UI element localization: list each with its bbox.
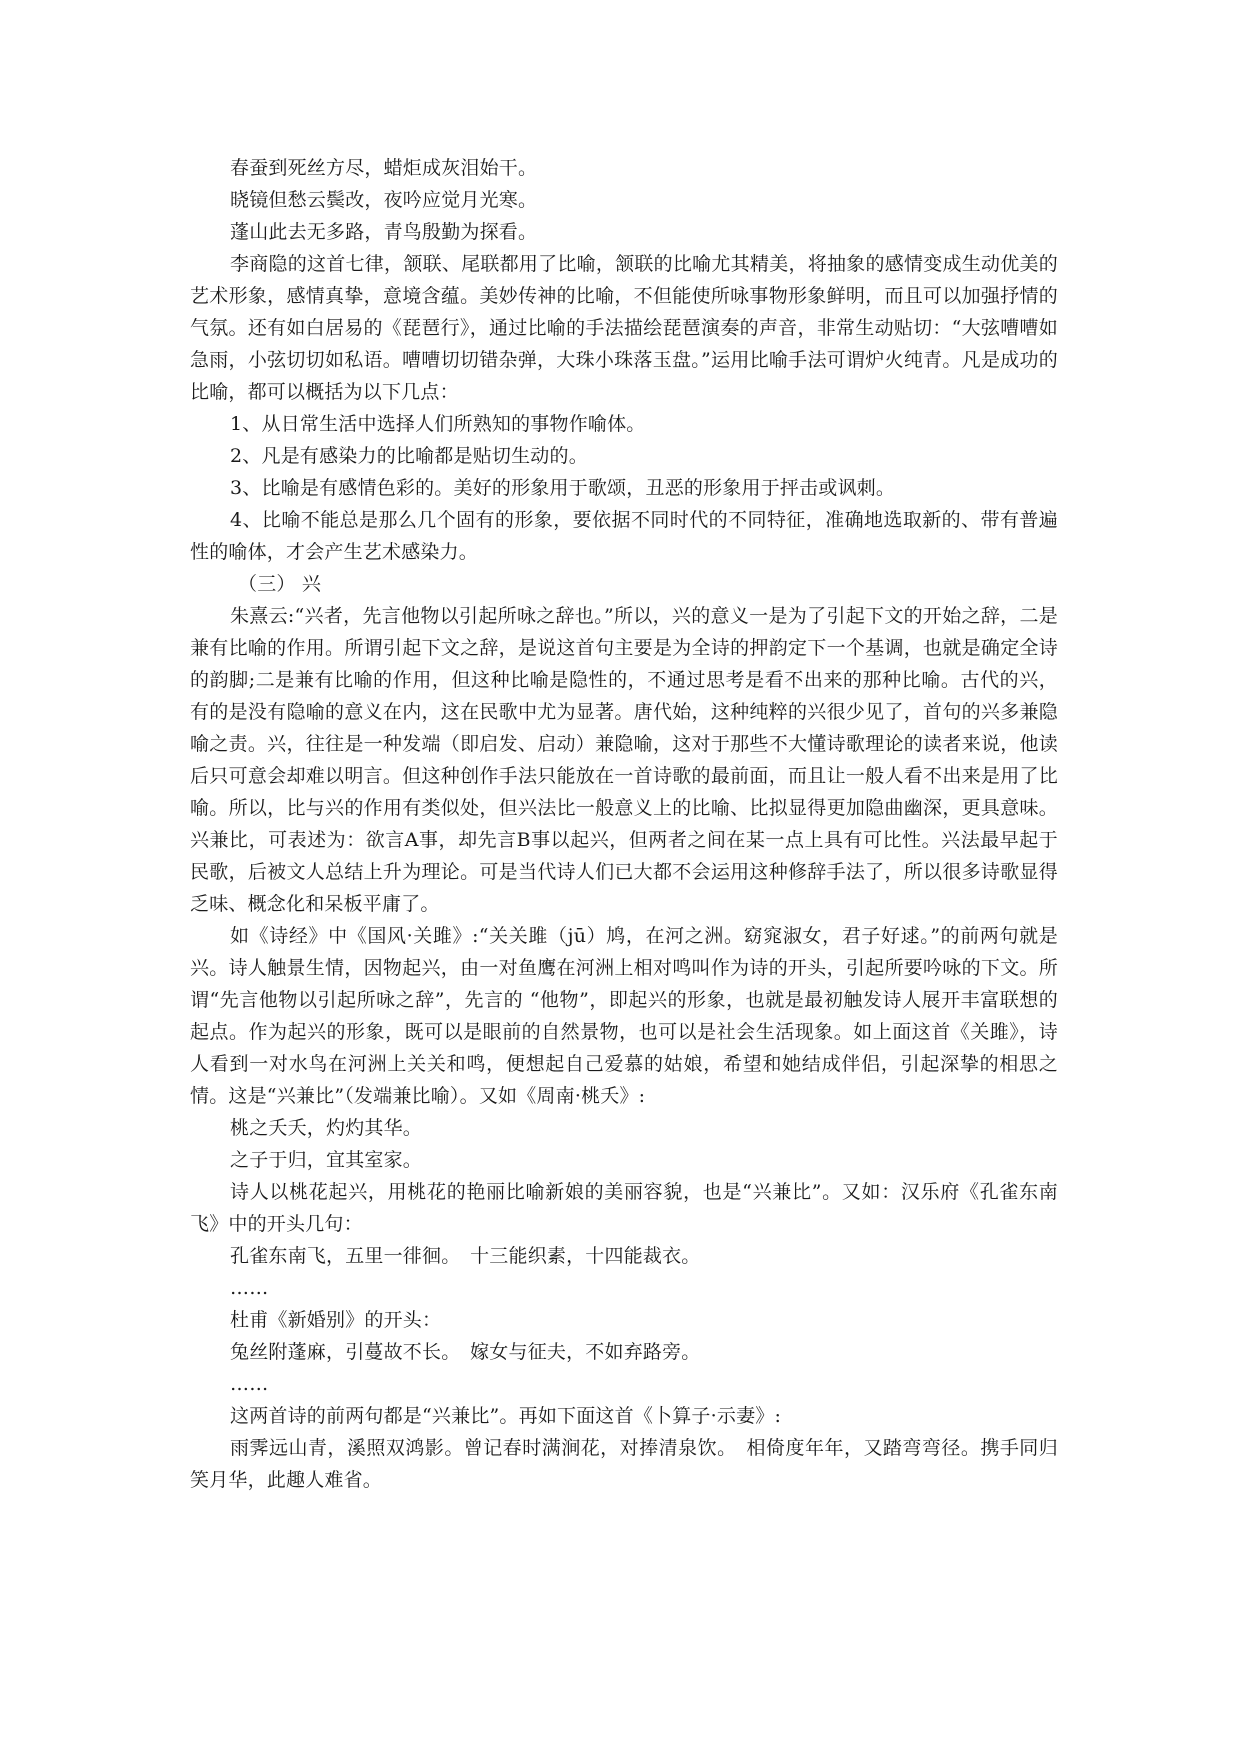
body-paragraph: 李商隐的这首七律，颔联、尾联都用了比喻，颔联的比喻尤其精美，将抽象的感情变成生动优美的艺术形象，感情真挚，意境含蕴。美妙传神的比喻，不但能使所咏事物形象鲜明，而且可以加强抒情的气氛。还有如白居易的《琵琶行》，通过比喻的手法描绘琵琶演奏的声音，非常生动贴切：“大弦嘈嘈如急雨，小弦切切如私语。嘈嘈切切错杂弹，大珠小珠落玉盘。”运用比喻手法可谓炉火纯青。凡是成功的比喻，都可以概括为以下几点：	[190, 253, 1058, 403]
body-paragraph: 朱熹云:“兴者，先言他物以引起所咏之辞也。”所以，兴的意义一是为了引起下文的开始之辞，二是兼有比喻的作用。所谓引起下文之辞，是说这首句主要是为全诗的押韵定下一个基调，也就是确定全诗的韵脚;二是兼有比喻的作用，但这种比喻是隐性的，不通过思考是看不出来的那种比喻。古代的兴，有的是没有隐喻的意义在内，这在民歌中尤为显著。唐代始，这种纯粹的兴很少见了，首句的兴多兼隐喻之责。兴，往往是一种发端（即启发、启动）兼隐喻，这对于那些不大懂诗歌理论的读者来说，他读后只可意会却难以明言。但这种创作手法只能放在一首诗歌的最前面，而且让一般人看不出来是用了比喻。所以，比与兴的作用有类似处，但兴法比一般意义上的比喻、比拟显得更加隐曲幽深，更具意味。兴兼比，可表述为：欲言A事，却先言B事以起兴，但两者之间在某一点上具有可比性。兴法最早起于民歌，后被文人总结上升为理论。可是当代诗人们已大都不会运用这种修辞手法了，所以很多诗歌显得乏味、概念化和呆板平庸了。	[190, 605, 1058, 915]
poem-line: 兔丝附蓬麻，引蔓故不长。 嫁女与征夫，不如弃路旁。	[230, 1341, 701, 1363]
poem-line: 蓬山此去无多路，青鸟殷勤为探看。	[230, 221, 538, 243]
body-paragraph: 杜甫《新婚别》的开头：	[230, 1309, 442, 1331]
list-item: 4、比喻不能总是那么几个固有的形象，要依据不同时代的不同特征，准确地选取新的、带有普遍性的喻体，才会产生艺术感染力。	[190, 509, 1058, 563]
body-paragraph: 如《诗经》中《国风·关雎》:“关关雎（jū）鸠，在河之洲。窈窕淑女，君子好逑。”的前两句就是兴。诗人触景生情，因物起兴，由一对鱼鹰在河洲上相对鸣叫作为诗的开头，引起所要吟咏的下文。所谓“先言他物以引起所咏之辞”，先言的 “他物”，即起兴的形象，也就是最初触发诗人展开丰富联想的起点。作为起兴的形象，既可以是眼前的自然景物，也可以是社会生活现象。如上面这首《关雎》，诗人看到一对水鸟在河洲上关关和鸣，便想起自己爱慕的姑娘，希望和她结成伴侣，引起深挚的相思之情。这是“兴兼比”（发端兼比喻）。又如《周南·桃夭》:	[190, 925, 1058, 1107]
list-item: 3、比喻是有感情色彩的。美好的形象用于歌颂，丑恶的形象用于抨击或讽刺。	[230, 477, 896, 499]
list-item: 1、从日常生活中选择人们所熟知的事物作喻体。	[230, 413, 646, 435]
poem-line: 晓镜但愁云鬓改，夜吟应觉月光寒。	[230, 189, 538, 211]
list-item: 2、凡是有感染力的比喻都是贴切生动的。	[230, 445, 588, 467]
poem-line: 孔雀东南飞，五里一徘徊。 十三能织素，十四能裁衣。	[230, 1245, 701, 1267]
section-heading: （三） 兴	[238, 573, 322, 595]
poem-line: 之子于归，宜其室家。	[230, 1149, 423, 1171]
document-body	[190, 152, 1058, 1496]
ellipsis: ……	[230, 1277, 269, 1299]
poem-line: 春蚕到死丝方尽，蜡炬成灰泪始干。	[230, 157, 538, 179]
body-paragraph: 这两首诗的前两句都是“兴兼比”。再如下面这首《卜算子·示妻》:	[230, 1405, 782, 1427]
poem-line: 雨霁远山青，溪照双鸿影。曾记春时满涧花，对捧清泉饮。 相倚度年年，又踏弯弯径。携手同归笑月华，此趣人难省。	[190, 1437, 1058, 1491]
poem-line: 桃之夭夭，灼灼其华。	[230, 1117, 423, 1139]
ellipsis: ……	[230, 1373, 269, 1395]
body-paragraph: 诗人以桃花起兴，用桃花的艳丽比喻新娘的美丽容貌，也是“兴兼比”。又如：汉乐府《孔雀东南飞》中的开头几句：	[190, 1181, 1058, 1235]
